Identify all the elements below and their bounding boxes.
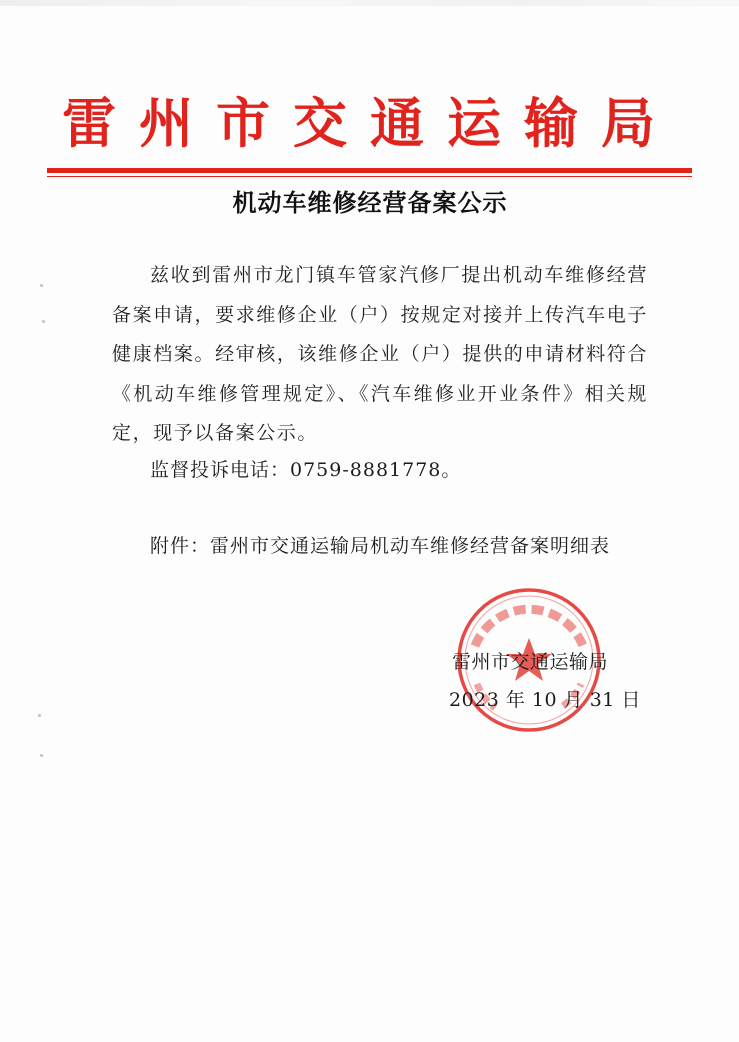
scan-speck <box>40 754 43 757</box>
attachment-line: 附件：雷州市交通运输局机动车维修经营备案明细表 <box>150 535 611 557</box>
complaint-phone-line: 监督投诉电话：0759-8881778。 <box>150 459 462 481</box>
scan-speck <box>42 320 45 323</box>
scan-edge <box>0 0 739 6</box>
signature-date: 2023 年 10 月 31 日 <box>449 689 641 711</box>
letterhead-red-thin-rule <box>47 176 692 177</box>
scan-speck <box>40 284 43 287</box>
scan-speck <box>38 714 41 717</box>
document-title: 机动车维修经营备案公示 <box>232 189 508 217</box>
letterhead-red-rule <box>47 168 692 173</box>
signature-organization: 雷州市交通运输局 <box>452 651 609 673</box>
agency-letterhead-title: 雷州市交通运输局 <box>62 91 678 155</box>
body-paragraph: 兹收到雷州市龙门镇车管家汽修厂提出机动车维修经营备案申请，要求维修企业（户）按规定对接并上传汽车电子健康档案。经审核，该维修企业（户）提供的申请材料符合《机动车维修管理规定》、《汽车维修业开业条件》相关规定，现予以备案公示。 <box>112 264 648 444</box>
